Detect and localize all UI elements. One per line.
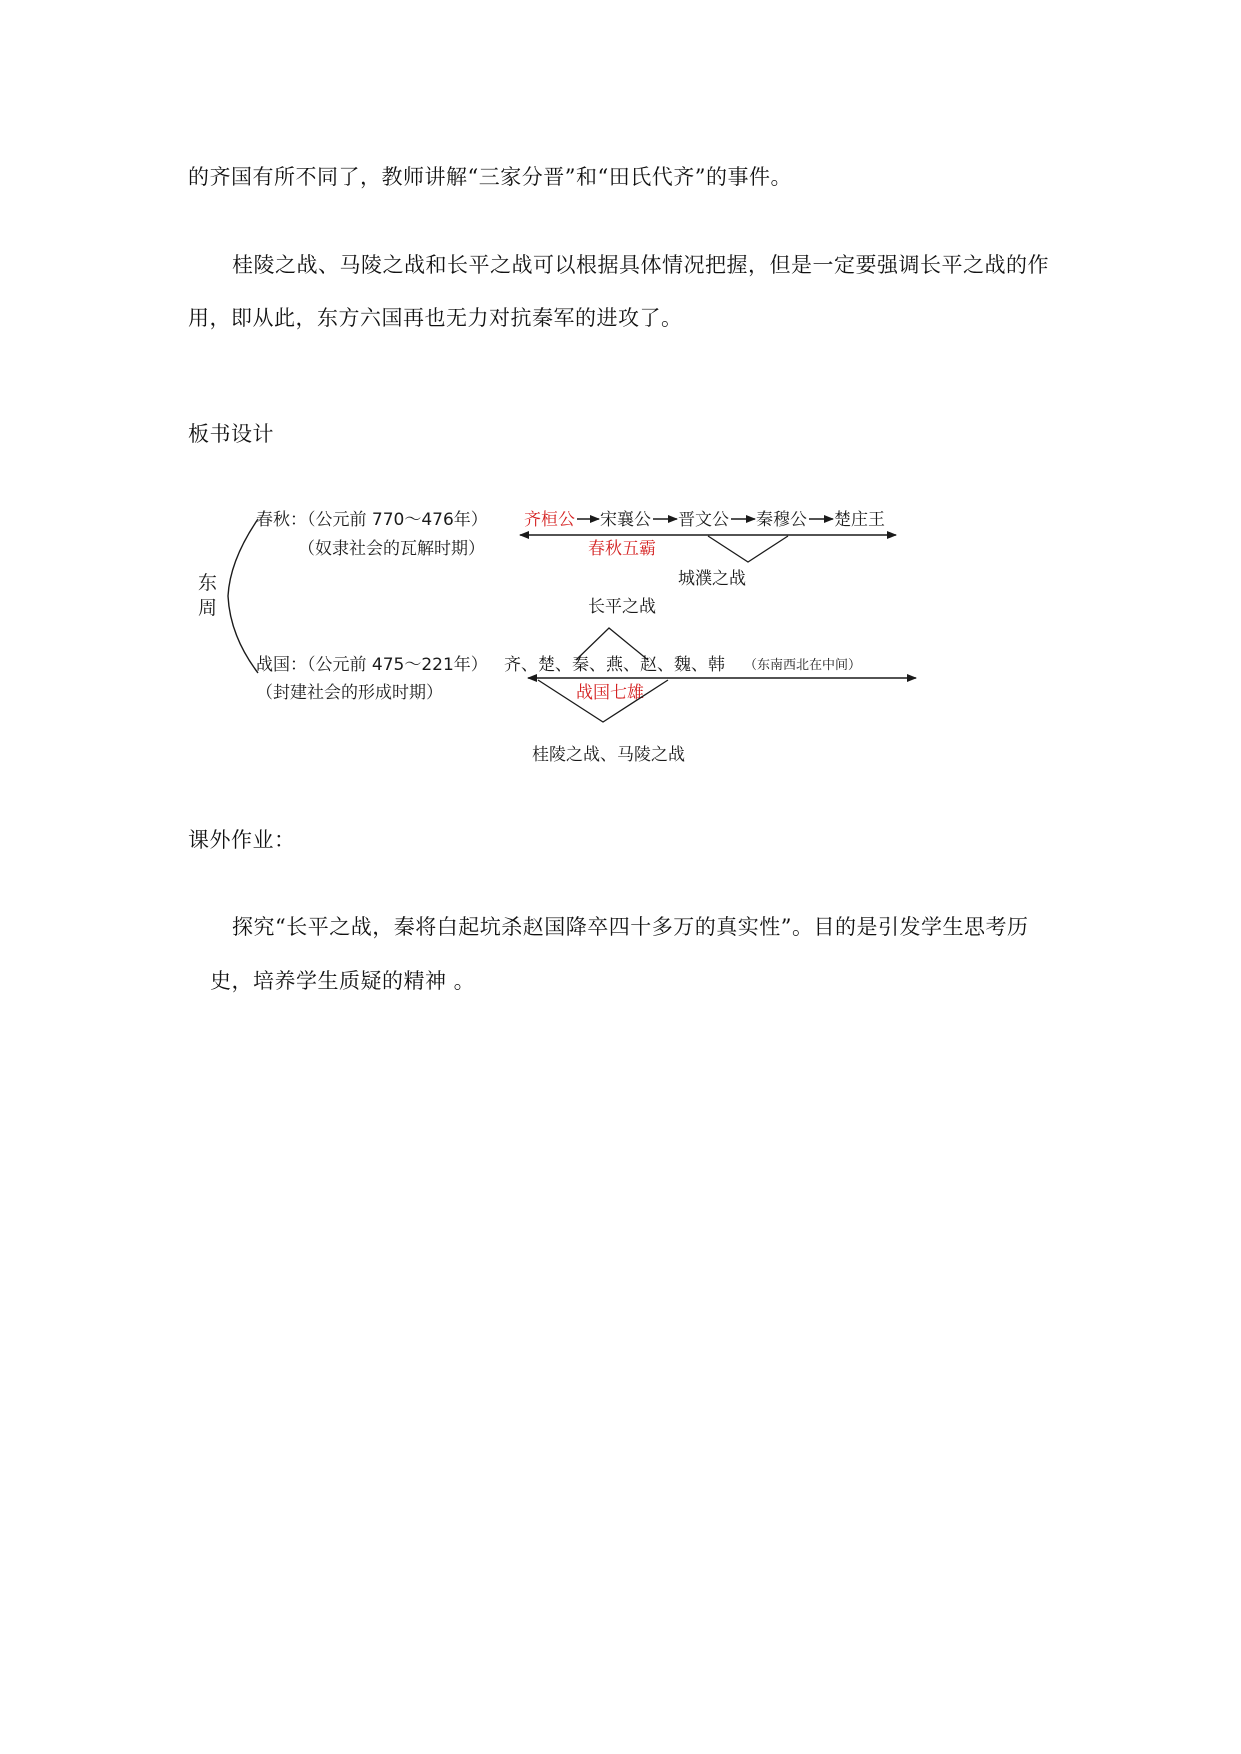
board-design-heading: 板书设计 [188,422,274,446]
warring-states-label: 战国：（公元前 475～221年） [256,655,488,675]
changping-battle-label: 长平之战 [588,597,656,617]
warring-states-list: 齐、楚、秦、燕、赵、魏、韩 [504,655,725,675]
chengpu-battle-label: 城濮之战 [678,569,746,589]
root-char-1: 东 [198,572,218,594]
chengpu-marker [708,536,788,562]
warring-states-sub: （封建社会的形成时期） [256,683,443,703]
hegemon-song-xiang: 宋襄公 [600,510,651,530]
hegemon-qin-mu: 秦穆公 [756,510,807,530]
hegemon-qi-huan: 齐桓公 [524,510,575,530]
homework-heading: 课外作业： [188,828,296,852]
paragraph-1: 的齐国有所不同了，教师讲解“三家分晋”和“田氏代齐”的事件。 [188,165,792,189]
board-design-diagram [188,500,938,780]
hegemon-chu-zhuang: 楚庄王 [834,510,885,530]
root-char-2: 周 [198,597,218,619]
root-brace [228,519,258,673]
paragraph-2-line-1: 桂陵之战、马陵之战和长平之战可以根据具体情况把握，但是一定要强调长平之战的作 [232,253,1049,277]
spring-autumn-label: 春秋：（公元前 770～476年） [256,510,488,530]
warring-states-note: （东南西北在中间） [744,658,862,673]
hegemon-jin-wen: 晋文公 [678,510,729,530]
spring-autumn-sub: （奴隶社会的瓦解时期） [298,539,485,559]
paragraph-2-line-2: 用，即从此，东方六国再也无力对抗秦军的进攻了。 [188,306,683,330]
homework-line-1: 探究“长平之战，秦将白起坑杀赵国降卒四十多万的真实性”。目的是引发学生思考历 [232,915,1029,939]
homework-line-2: 史，培养学生质疑的精神 。 [210,969,476,993]
spring-autumn-group-label: 春秋五霸 [588,539,656,559]
warring-states-group-label: 战国七雄 [576,683,644,703]
guiling-maling-battle-label: 桂陵之战、马陵之战 [532,745,685,765]
